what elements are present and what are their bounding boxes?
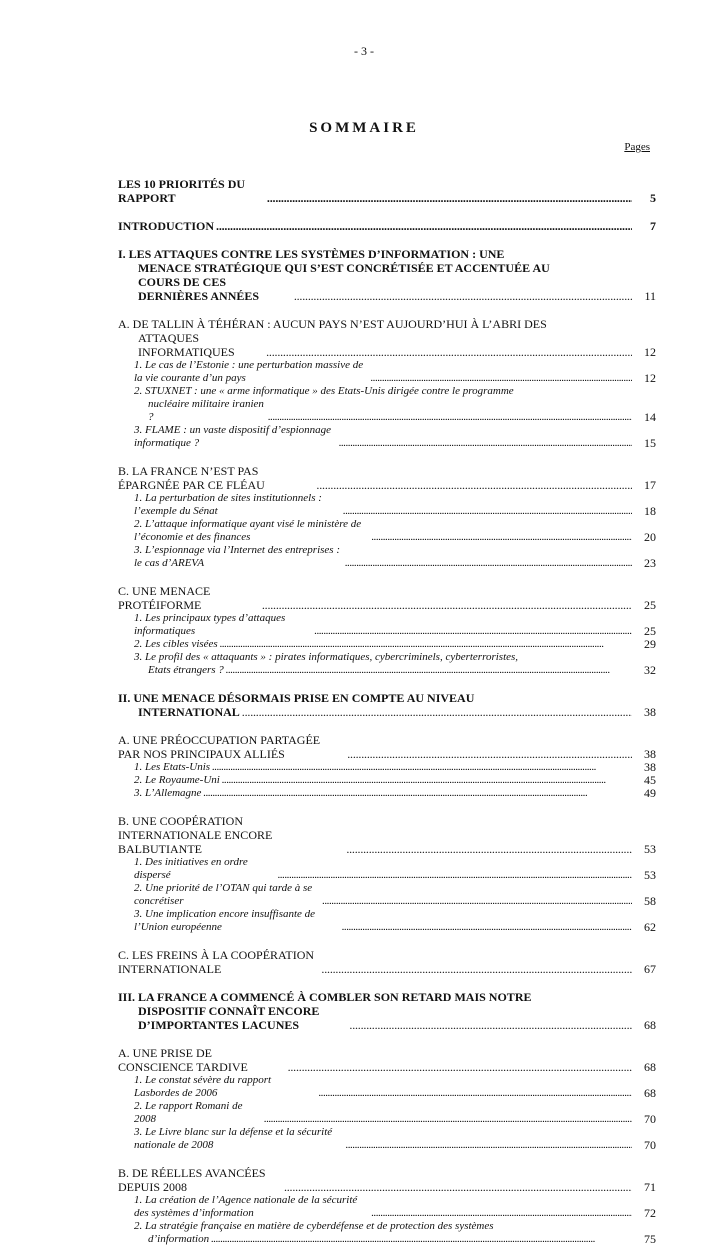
- toc-page-number: 45: [644, 773, 656, 787]
- toc-entry-label: C. LES FREINS À LA COOPÉRATION INTERNATIONALE: [118, 948, 315, 976]
- toc-entry-label: INTRODUCTION: [118, 219, 215, 233]
- toc-page-number: 70: [644, 1138, 656, 1152]
- toc-entry-label: 1. Les principaux types d’attaques informatiques: [134, 612, 286, 637]
- toc-entry-label: 2. Le Royaume-Uni: [134, 774, 220, 786]
- toc-page-number: 68: [644, 1060, 656, 1074]
- toc-entry-etats-unis[interactable]: [118, 761, 656, 774]
- toc-page-number: 18: [644, 504, 656, 518]
- toc-entry-label: 2. L’attaque informatique ayant visé le ministère de l’économie et des finances: [134, 518, 362, 543]
- toc-entry-senat[interactable]: [118, 492, 656, 518]
- toc-page-number: 11: [644, 289, 656, 303]
- dot-leader: [343, 505, 632, 518]
- dot-leader: [268, 411, 632, 424]
- dot-leader: [216, 219, 632, 233]
- toc-page-number: 5: [650, 191, 656, 205]
- toc-entry-label: C. UNE MENACE PROTÉIFORME: [118, 584, 211, 612]
- pages-column-label: Pages: [624, 141, 650, 153]
- dot-leader: [222, 774, 632, 787]
- toc-entry-part-1[interactable]: [118, 247, 656, 303]
- toc-entry-label-line: 2. STUXNET : une « arme informatique » des Etats-Unis dirigée contre le programme: [134, 385, 514, 397]
- dot-leader: [288, 1060, 632, 1074]
- toc-entry-label-line: 2. La stratégie française en matière de cyberdéfense et de protection des systèmes: [134, 1220, 494, 1232]
- dot-leader: [316, 478, 632, 492]
- toc-entry-section-2b[interactable]: [118, 814, 656, 856]
- toc-entry-areva[interactable]: [118, 544, 656, 570]
- toc-entry-livre-blanc[interactable]: [118, 1126, 656, 1152]
- dot-leader: [346, 842, 632, 856]
- toc-entry-label-line: II. UNE MENACE DÉSORMAIS PRISE EN COMPTE AU NIVEAU: [118, 691, 475, 705]
- toc-entry-initiatives[interactable]: [118, 856, 656, 882]
- toc-page-number: 72: [644, 1206, 656, 1220]
- toc-entry-label-line: ATTAQUES INFORMATIQUES: [138, 331, 235, 359]
- dot-leader: [371, 1207, 632, 1220]
- dot-leader: [220, 638, 632, 651]
- toc-entry-label-line: COURS DE CES DERNIÈRES ANNÉES: [138, 275, 260, 303]
- toc-entry-label: 3. L’espionnage via l’Internet des entreprises : le cas d’AREVA: [134, 544, 341, 569]
- toc-entry-cibles[interactable]: [118, 638, 656, 651]
- toc-page-number: 7: [650, 219, 656, 233]
- toc-entry-label-line: DISPOSITIF CONNAÎT ENCORE D’IMPORTANTES LACUNES: [138, 1004, 320, 1032]
- toc-entry-label: 2. Les cibles visées: [134, 638, 218, 650]
- toc-entry-label-line: A. DE TALLIN À TÉHÉRAN : AUCUN PAYS N’EST AUJOURD’HUI À L’ABRI DES: [118, 317, 547, 331]
- toc-page-number: 14: [644, 410, 656, 424]
- toc-entry-label: B. DE RÉELLES AVANCÉES DEPUIS 2008: [118, 1166, 266, 1194]
- dot-leader: [226, 664, 632, 677]
- toc-page-number: 12: [644, 345, 656, 359]
- toc-page-number: 53: [644, 868, 656, 882]
- toc-entry-estonia[interactable]: [118, 359, 656, 385]
- toc-page-number: 67: [644, 962, 656, 976]
- dot-leader: [342, 921, 632, 934]
- toc-entry-label: LES 10 PRIORITÉS DU RAPPORT: [118, 177, 246, 205]
- toc-entry-union-europeenne[interactable]: [118, 908, 656, 934]
- toc-entry-label-line: d’information: [148, 1233, 210, 1245]
- toc-entry-label-line: I. LES ATTAQUES CONTRE LES SYSTÈMES D’INFORMATION : UNE: [118, 247, 505, 261]
- toc-entry-otan[interactable]: [118, 882, 656, 908]
- toc-page-number: 68: [644, 1086, 656, 1100]
- toc-entry-section-1a[interactable]: [118, 317, 656, 359]
- toc-page-number: 58: [644, 894, 656, 908]
- dot-leader: [294, 289, 632, 303]
- toc-entry-label: 1. Des initiatives en ordre dispersé: [134, 856, 248, 881]
- toc-page-number: 32: [644, 663, 656, 677]
- dot-leader: [278, 869, 632, 882]
- toc-entry-royaume-uni[interactable]: [118, 774, 656, 787]
- toc-entry-types[interactable]: [118, 612, 656, 638]
- toc-entry-flame[interactable]: [118, 424, 656, 450]
- toc-entry-label-line: INTERNATIONAL: [138, 705, 240, 719]
- toc-page-number: 53: [644, 842, 656, 856]
- toc-entry-profil[interactable]: [118, 651, 656, 677]
- dot-leader: [242, 705, 632, 719]
- toc-entry-label: 1. La perturbation de sites institutionnels : l’exemple du Sénat: [134, 492, 322, 517]
- toc-entry-label: 2. Le rapport Romani de 2008: [134, 1100, 243, 1125]
- toc-page-number: 38: [644, 760, 656, 774]
- toc-page-number: 12: [644, 371, 656, 385]
- page-title: SOMMAIRE: [309, 120, 419, 136]
- dot-leader: [284, 1180, 632, 1194]
- toc-entry-priorities[interactable]: [118, 177, 656, 205]
- toc-page-number: 25: [644, 598, 656, 612]
- toc-entry-section-2c[interactable]: [118, 948, 656, 976]
- toc-entry-label: 3. FLAME : un vaste dispositif d’espionnage informatique ?: [134, 424, 332, 449]
- toc-entry-lasbordes[interactable]: [118, 1074, 656, 1100]
- page-number: - 3 -: [354, 44, 374, 58]
- dot-leader: [266, 345, 632, 359]
- dot-leader: [314, 625, 632, 638]
- toc-page-number: 38: [644, 747, 656, 761]
- toc-page-number: 68: [644, 1018, 656, 1032]
- dot-leader: [322, 895, 632, 908]
- dot-leader: [267, 191, 632, 205]
- toc-entry-section-2a[interactable]: [118, 733, 656, 761]
- dot-leader: [371, 372, 632, 385]
- toc-entry-label: B. LA FRANCE N’EST PAS ÉPARGNÉE PAR CE FLÉAU: [118, 464, 265, 492]
- toc-entry-label: 3. Une implication encore insuffisante de l’Union européenne: [134, 908, 316, 933]
- dot-leader: [211, 1233, 632, 1246]
- dot-leader: [203, 787, 632, 800]
- toc-entry-label-line: nucléaire militaire iranien ?: [148, 398, 264, 423]
- dot-leader: [264, 1113, 632, 1126]
- toc-entry-label: 1. Le cas de l’Estonie : une perturbation massive de la vie courante d’un pays: [134, 359, 364, 384]
- toc-page-number: 62: [644, 920, 656, 934]
- toc-page-number: 17: [644, 478, 656, 492]
- toc-entry-label: A. UNE PRÉOCCUPATION PARTAGÉE PAR NOS PRINCIPAUX ALLIÉS: [118, 733, 321, 761]
- toc-entry-section-3a[interactable]: [118, 1046, 656, 1074]
- table-of-contents: [118, 177, 656, 1246]
- toc-entry-section-1b[interactable]: [118, 464, 656, 492]
- toc-entry-introduction[interactable]: [118, 219, 656, 233]
- toc-page-number: 70: [644, 1112, 656, 1126]
- toc-entry-section-1c[interactable]: [118, 584, 656, 612]
- toc-entry-label-line: MENACE STRATÉGIQUE QUI S’EST CONCRÉTISÉE ET ACCENTUÉE AU: [138, 261, 550, 275]
- toc-entry-romani[interactable]: [118, 1100, 656, 1126]
- dot-leader: [347, 747, 632, 761]
- dot-leader: [346, 1139, 632, 1152]
- dot-leader: [321, 962, 632, 976]
- toc-page-number: 38: [644, 705, 656, 719]
- toc-entry-label: 2. Une priorité de l’OTAN qui tarde à se concrétiser: [134, 882, 313, 907]
- toc-entry-label: 1. La création de l’Agence nationale de la sécurité des systèmes d’information: [134, 1194, 358, 1219]
- toc-entry-strategie[interactable]: [118, 1220, 656, 1246]
- toc-entry-label-line: 3. Le profil des « attaquants » : pirates informatiques, cybercriminels, cyberterroristes,: [134, 651, 519, 663]
- toc-page-number: 49: [644, 786, 656, 800]
- toc-entry-label: 3. Le Livre blanc sur la défense et la sécurité nationale de 2008: [134, 1126, 333, 1151]
- toc-entry-stuxnet[interactable]: [118, 385, 656, 424]
- toc-page-number: 15: [644, 436, 656, 450]
- dot-leader: [345, 557, 632, 570]
- toc-page-number: 29: [644, 637, 656, 651]
- dot-leader: [372, 531, 633, 544]
- toc-entry-label: 3. L’Allemagne: [134, 787, 202, 799]
- dot-leader: [212, 761, 632, 774]
- toc-page-number: 20: [644, 530, 656, 544]
- toc-page-number: 71: [644, 1180, 656, 1194]
- toc-entry-label-line: III. LA FRANCE A COMMENCÉ À COMBLER SON RETARD MAIS NOTRE: [118, 990, 532, 1004]
- toc-entry-label: 1. Le constat sévère du rapport Lasbordes de 2006: [134, 1074, 272, 1099]
- toc-entry-label: A. UNE PRISE DE CONSCIENCE TARDIVE: [118, 1046, 248, 1074]
- dot-leader: [339, 437, 632, 450]
- toc-entry-part-3[interactable]: [118, 990, 656, 1032]
- dot-leader: [262, 598, 632, 612]
- toc-entry-allemagne[interactable]: [118, 787, 656, 800]
- dot-leader: [319, 1087, 632, 1100]
- toc-entry-section-3b[interactable]: [118, 1166, 656, 1194]
- toc-entry-anssi[interactable]: [118, 1194, 656, 1220]
- toc-page-number: 75: [644, 1232, 656, 1246]
- toc-page-number: 25: [644, 624, 656, 638]
- toc-entry-label-line: Etats étrangers ?: [148, 664, 224, 676]
- toc-page-number: 23: [644, 556, 656, 570]
- toc-entry-ministere[interactable]: [118, 518, 656, 544]
- toc-entry-label: 1. Les Etats-Unis: [134, 761, 211, 773]
- toc-entry-part-2[interactable]: [118, 691, 656, 719]
- toc-entry-label: B. UNE COOPÉRATION INTERNATIONALE ENCORE BALBUTIANTE: [118, 814, 273, 856]
